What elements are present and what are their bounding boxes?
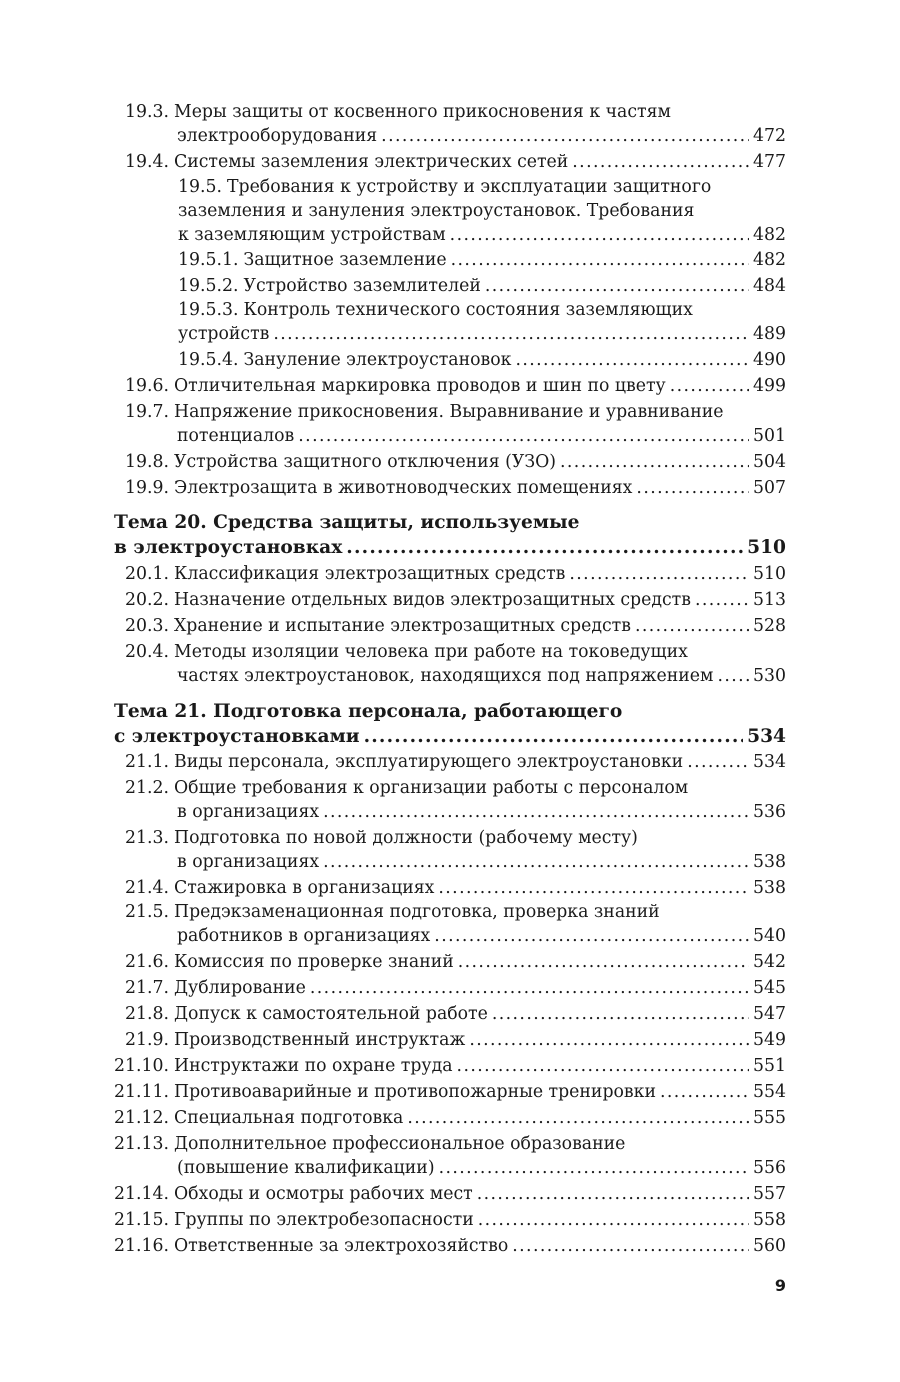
toc-page-ref: 528 [753, 616, 786, 636]
toc-page-ref: 534 [747, 726, 786, 747]
toc-dot-leader [492, 1002, 749, 1026]
toc-page-ref: 542 [753, 952, 786, 972]
toc-dot-leader [485, 274, 749, 298]
toc-entry-number: 21.12. [114, 1108, 169, 1128]
toc-dot-leader [407, 1106, 749, 1130]
toc-page-ref: 484 [753, 276, 786, 296]
toc-dot-leader [273, 322, 749, 346]
toc-heading-line[interactable] [114, 700, 786, 724]
toc-entry-number: 19.5.4. [178, 350, 239, 370]
toc-entry-title: электрооборудования [177, 126, 378, 146]
toc-entry-title: работников в организациях [177, 926, 431, 946]
toc-entry-line[interactable] [178, 274, 786, 298]
toc-entry-line[interactable] [177, 124, 786, 148]
toc-entry-line[interactable] [111, 1182, 786, 1206]
toc-dot-leader [515, 348, 749, 372]
toc-dot-leader [469, 1028, 749, 1052]
page-number: 9 [774, 1276, 786, 1295]
toc-entry-line[interactable] [178, 248, 786, 272]
toc-entry-title: Системы заземления электрических сетей [174, 152, 569, 172]
toc-entry-number: 19.5.2. [178, 276, 239, 296]
toc-entry-title: Устройства защитного отключения (УЗО) [174, 452, 557, 472]
toc-page-ref: 504 [753, 452, 786, 472]
toc-entry-number: 21.2. [125, 778, 169, 798]
toc-entry-title: Электрозащита в животноводческих помещениях [174, 478, 633, 498]
toc-entry-number: 21.1. [125, 752, 169, 772]
toc-entry-line[interactable] [178, 348, 786, 372]
toc-entry-line[interactable] [119, 976, 786, 1000]
toc-entry-line[interactable] [178, 223, 786, 247]
toc-page-ref: 538 [753, 878, 786, 898]
toc-entry-line[interactable] [111, 1080, 786, 1104]
toc-entry-number: 19.6. [125, 376, 169, 396]
toc-entry-line[interactable] [119, 400, 786, 424]
toc-entry-line[interactable] [119, 876, 786, 900]
toc-page-ref: 482 [753, 250, 786, 270]
toc-page-ref: 472 [753, 126, 786, 146]
toc-entry-line[interactable] [178, 298, 786, 322]
toc-entry-title: Дублирование [174, 978, 306, 998]
toc-page-ref: 558 [753, 1210, 786, 1230]
toc-entry-line[interactable] [111, 1132, 786, 1156]
toc-entry-line[interactable] [177, 664, 786, 688]
toc-entry-line[interactable] [119, 614, 786, 638]
toc-dot-leader [477, 1182, 749, 1206]
toc-entry-number: 20.3. [125, 616, 169, 636]
toc-page-ref: 499 [753, 376, 786, 396]
toc-entry-title: Тема 20. Средства защиты, используемые [114, 512, 580, 533]
toc-entry-line[interactable] [119, 562, 786, 586]
toc-entry-title: Ответственные за электрохозяйство [174, 1236, 509, 1256]
toc-entry-line[interactable] [119, 450, 786, 474]
toc-entry-number: 20.4. [125, 642, 169, 662]
toc-entry-title: Назначение отдельных видов электрозащитных средств [174, 590, 691, 610]
toc-page-ref: 507 [753, 478, 786, 498]
toc-page-ref: 530 [753, 666, 786, 686]
toc-entry-title: Группы по электробезопасности [174, 1210, 474, 1230]
toc-entry-title: Комиссия по проверке знаний [174, 952, 454, 972]
toc-entry-line[interactable] [119, 640, 786, 664]
toc-dot-leader [310, 976, 749, 1000]
toc-page-ref: 547 [753, 1004, 786, 1024]
toc-dot-leader [298, 424, 749, 448]
toc-page-ref: 482 [753, 225, 786, 245]
toc-entry-title: Напряжение прикосновения. Выравнивание и уравнивание [174, 402, 724, 422]
toc-page-ref: 551 [753, 1056, 786, 1076]
toc-entry-title: Методы изоляции человека при работе на токоведущих [174, 642, 688, 662]
toc-entry-title: в организациях [177, 852, 320, 872]
toc-entry-line[interactable] [119, 1028, 786, 1052]
toc-entry-number: 21.15. [114, 1210, 169, 1230]
toc-entry-title: Предэкзаменационная подготовка, проверка знаний [174, 902, 660, 922]
toc-entry-number: 21.5. [125, 902, 169, 922]
toc-dot-leader [458, 950, 749, 974]
toc-entry-title: Требования к устройству и эксплуатации защитного [226, 177, 712, 197]
toc-entry-line[interactable] [111, 1106, 786, 1130]
toc-entry-title: Защитное заземление [243, 250, 447, 270]
toc-entry-number: 19.7. [125, 402, 169, 422]
toc-entry-title: Меры защиты от косвенного прикосновения к частям [174, 102, 671, 122]
toc-entry-number: 19.5.1. [178, 250, 239, 270]
toc-dot-leader [451, 248, 749, 272]
toc-entry-title: Хранение и испытание электрозащитных средств [174, 616, 631, 636]
toc-entry-title: Обходы и осмотры рабочих мест [174, 1184, 473, 1204]
toc-entry-title: Стажировка в организациях [174, 878, 435, 898]
toc-entry-title: в организациях [177, 802, 320, 822]
toc-entry-title: Производственный инструктаж [174, 1030, 466, 1050]
toc-page-ref: 560 [753, 1236, 786, 1256]
toc-entry-title: (повышение квалификации) [177, 1158, 435, 1178]
toc-entry-number: 20.1. [125, 564, 169, 584]
toc-heading-line[interactable] [114, 725, 786, 749]
toc-heading-line[interactable] [114, 511, 786, 535]
toc-entry-line[interactable] [119, 750, 786, 774]
toc-entry-line[interactable] [111, 1234, 786, 1258]
toc-entry-title: в электроустановках [114, 537, 343, 558]
toc-entry-title: к заземляющим устройствам [178, 225, 446, 245]
toc-entry-number: 21.16. [114, 1236, 169, 1256]
toc-entry-line[interactable] [178, 175, 786, 199]
toc-page-ref: 490 [753, 350, 786, 370]
toc-entry-number: 21.10. [114, 1056, 169, 1076]
toc-entry-line[interactable] [119, 826, 786, 850]
toc-entry-title: Инструктажи по охране труда [174, 1056, 453, 1076]
toc-dot-leader [569, 562, 749, 586]
toc-entry-line[interactable] [119, 374, 786, 398]
toc-entry-line[interactable] [119, 100, 786, 124]
toc-entry-title: Общие требования к организации работы с персоналом [174, 778, 689, 798]
toc-dot-leader [478, 1208, 749, 1232]
toc-dot-leader [636, 476, 749, 500]
toc-dot-leader [439, 1156, 749, 1180]
toc-entry-line[interactable] [177, 1156, 786, 1180]
toc-page-ref: 477 [753, 152, 786, 172]
toc-entry-number: 21.7. [125, 978, 169, 998]
toc-entry-title: Классификация электрозащитных средств [174, 564, 566, 584]
toc-entry-line[interactable] [119, 900, 786, 924]
toc-entry-line[interactable] [178, 199, 786, 223]
toc-heading-line[interactable] [114, 536, 786, 560]
toc-page-ref: 540 [753, 926, 786, 946]
toc-entry-line[interactable] [111, 1208, 786, 1232]
toc-entry-number: 21.11. [114, 1082, 169, 1102]
toc-page-ref: 555 [753, 1108, 786, 1128]
toc-entry-title: Контроль технического состояния заземляющих [243, 300, 693, 320]
toc-page-ref: 489 [753, 324, 786, 344]
toc-dot-leader [560, 450, 749, 474]
toc-entry-line[interactable] [119, 476, 786, 500]
toc-entry-title: Подготовка по новой должности (рабочему месту) [174, 828, 638, 848]
toc-entry-number: 21.13. [114, 1134, 169, 1154]
toc-dot-leader [572, 150, 749, 174]
toc-page-ref: 513 [753, 590, 786, 610]
toc-page-ref: 501 [753, 426, 786, 446]
toc-entry-line[interactable] [177, 424, 786, 448]
toc-entry-line[interactable] [119, 150, 786, 174]
toc-entry-line[interactable] [119, 776, 786, 800]
toc-entry-title: устройств [178, 324, 270, 344]
toc-entry-number: 19.5.3. [178, 300, 239, 320]
toc-entry-line[interactable] [177, 850, 786, 874]
toc-page-ref: 556 [753, 1158, 786, 1178]
toc-entry-title: Устройство заземлителей [243, 276, 481, 296]
toc-entry-title: потенциалов [177, 426, 295, 446]
toc-entry-title: Зануление электроустановок [243, 350, 512, 370]
toc-dot-leader [434, 924, 749, 948]
toc-dot-leader [381, 124, 749, 148]
toc-page-ref: 538 [753, 852, 786, 872]
toc-entry-title: Допуск к самостоятельной работе [174, 1004, 488, 1024]
toc-entry-line[interactable] [178, 322, 786, 346]
toc-page-ref: 510 [747, 537, 786, 558]
toc-dot-leader [687, 750, 749, 774]
toc-entry-line[interactable] [119, 950, 786, 974]
toc-entry-line[interactable] [119, 588, 786, 612]
toc-entry-number: 21.4. [125, 878, 169, 898]
toc-entry-line[interactable] [177, 800, 786, 824]
toc-entry-line[interactable] [177, 924, 786, 948]
toc-entry-title: Отличительная маркировка проводов и шин по цвету [174, 376, 666, 396]
toc-entry-title: Виды персонала, эксплуатирующего электроустановки [174, 752, 684, 772]
toc-dot-leader [660, 1080, 749, 1104]
toc-entry-title: заземления и зануления электроустановок. Требования [178, 201, 695, 221]
toc-page-ref: 510 [753, 564, 786, 584]
toc-dot-leader [323, 850, 749, 874]
toc-entry-title: Специальная подготовка [174, 1108, 404, 1128]
toc-page-ref: 534 [753, 752, 786, 772]
toc-entry-number: 19.5. [178, 177, 222, 197]
toc-dot-leader [457, 1054, 749, 1078]
toc-page-ref: 557 [753, 1184, 786, 1204]
toc-entry-line[interactable] [119, 1002, 786, 1026]
toc-entry-number: 19.9. [125, 478, 169, 498]
toc-dot-leader [323, 800, 749, 824]
toc-page-ref: 545 [753, 978, 786, 998]
toc-dot-leader [512, 1234, 749, 1258]
toc-entry-number: 21.3. [125, 828, 169, 848]
toc-dot-leader [438, 876, 749, 900]
toc-entry-number: 21.9. [125, 1030, 169, 1050]
toc-entry-number: 19.3. [125, 102, 169, 122]
toc-entry-number: 19.8. [125, 452, 169, 472]
toc-entry-line[interactable] [111, 1054, 786, 1078]
toc-entry-number: 21.6. [125, 952, 169, 972]
toc-dot-leader [717, 664, 749, 688]
toc-page-ref: 536 [753, 802, 786, 822]
toc-dot-leader [346, 536, 743, 560]
toc-entry-number: 20.2. [125, 590, 169, 610]
toc-dot-leader [450, 223, 749, 247]
toc-dot-leader [670, 374, 749, 398]
toc-entry-title: с электроустановками [114, 726, 360, 747]
toc-page-ref: 554 [753, 1082, 786, 1102]
toc-entry-title: Тема 21. Подготовка персонала, работающего [114, 701, 623, 722]
toc-entry-title: частях электроустановок, находящихся под напряжением [177, 666, 714, 686]
toc-entry-title: Дополнительное профессиональное образование [174, 1134, 626, 1154]
toc-entry-number: 19.4. [125, 152, 169, 172]
toc-dot-leader [695, 588, 749, 612]
toc-entry-number: 21.8. [125, 1004, 169, 1024]
toc-entry-title: Противоаварийные и противопожарные тренировки [174, 1082, 656, 1102]
toc-page-ref: 549 [753, 1030, 786, 1050]
toc-entry-number: 21.14. [114, 1184, 169, 1204]
toc-dot-leader [364, 725, 744, 749]
toc-dot-leader [635, 614, 749, 638]
